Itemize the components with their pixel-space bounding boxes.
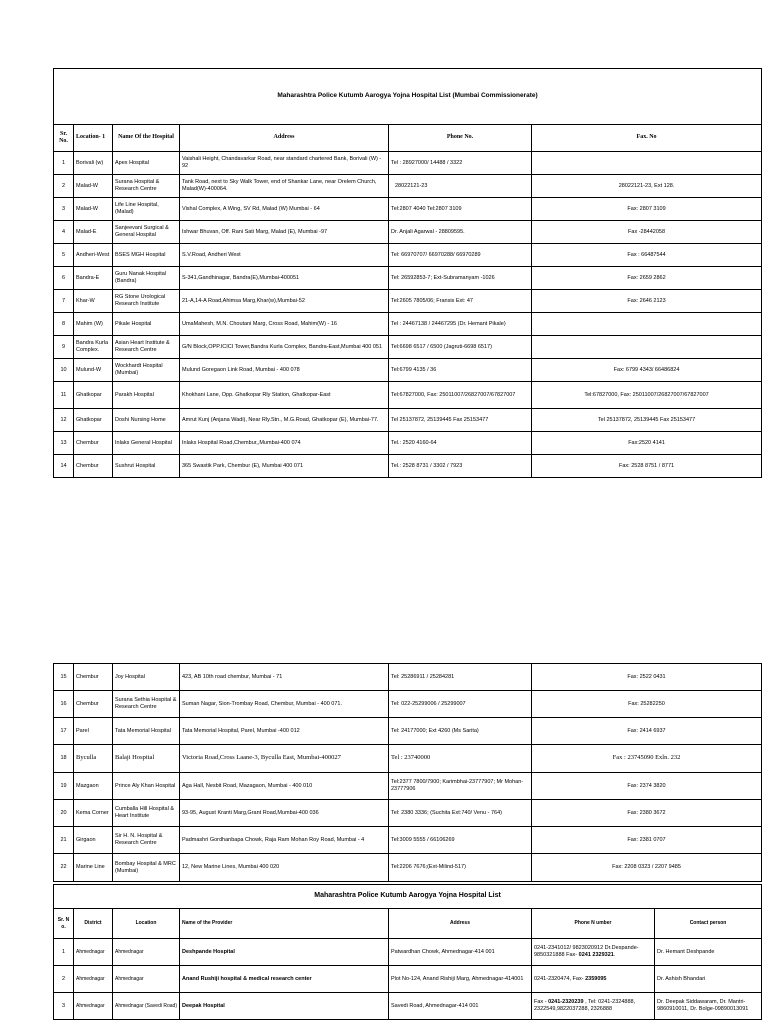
location-cell: Malad-E bbox=[74, 221, 113, 244]
hospital-name-cell: Surana Sethia Hospital & Research Centre bbox=[113, 691, 180, 718]
hospital-list-table-mumbai bbox=[53, 68, 762, 478]
district-cell: Ahmednagar bbox=[74, 993, 113, 1020]
address-cell: UmaMahesh, M.N. Choutani Marg, Cross Road, Mahim(W) - 16 bbox=[180, 313, 389, 336]
address-cell: Tata Memorial Hospital, Parel, Mumbai -400 012 bbox=[180, 718, 389, 745]
table-row bbox=[54, 221, 762, 244]
address-cell: Padmashri Gordhanbapa Chowk, Raja Ram Mohan Roy Road, Mumbai - 4 bbox=[180, 827, 389, 854]
table-title: Maharashtra Police Kutumb Aarogya Yojna Hospital List bbox=[54, 885, 762, 909]
fax-cell: Fax: 25282250 bbox=[532, 691, 762, 718]
hospital-list-table-continued bbox=[53, 663, 762, 882]
location-cell: Mazgaon bbox=[74, 773, 113, 800]
address-cell: Victoria Road,Cross Laane-3, Byculla East, Mumbai-400027 bbox=[180, 745, 389, 773]
table-row bbox=[54, 244, 762, 267]
sr-no-cell: 21 bbox=[54, 827, 74, 854]
table-header-row bbox=[54, 909, 762, 939]
sr-no-cell: 1 bbox=[54, 152, 74, 175]
fax-cell bbox=[532, 336, 762, 359]
hospital-name-cell: Joy Hospital bbox=[113, 664, 180, 691]
sr-no-cell: 3 bbox=[54, 993, 74, 1020]
fax-cell: Fax: 2414 6937 bbox=[532, 718, 762, 745]
fax-cell: Fax: 2208 0323 / 2207 9485 bbox=[532, 854, 762, 882]
table-row bbox=[54, 966, 762, 993]
phone-cell: Tel: 66970707/ 66970288/ 66970289 bbox=[389, 244, 532, 267]
table-row bbox=[54, 455, 762, 478]
table-title-row bbox=[54, 885, 762, 909]
provider-name-cell: Deepak Hospital bbox=[180, 993, 389, 1020]
address-cell: Patwardhan Chowk, Ahmednagar-414 001 bbox=[389, 939, 532, 966]
phone-fax-number: 0241-2320239 bbox=[548, 999, 584, 1006]
location-cell: Andheri-West bbox=[74, 244, 113, 267]
address-cell: Inlaks Hospital Road,Chembur,,Mumbai-400 074 bbox=[180, 432, 389, 455]
hospital-name-cell: BSES MGH Hospital bbox=[113, 244, 180, 267]
table-row bbox=[54, 691, 762, 718]
phone-cell: Tel:2807 4040 Tel:2807 3109 bbox=[389, 198, 532, 221]
sr-no-cell: 10 bbox=[54, 359, 74, 382]
header-fax: Fax. No bbox=[532, 125, 762, 152]
phone-cell: Tel : 28927000/ 14488 / 3322 bbox=[389, 152, 532, 175]
fax-cell: Fax: 2374 3820 bbox=[532, 773, 762, 800]
location-cell: Ahmednagar (Savedi Road) bbox=[113, 993, 180, 1020]
table-row bbox=[54, 718, 762, 745]
location-cell: Chembur bbox=[74, 432, 113, 455]
provider-name-cell: Deshpande Hospital bbox=[180, 939, 389, 966]
hospital-name-cell: Sanjeevani Surgical & General Hospital bbox=[113, 221, 180, 244]
provider-name-cell: Anand Rushiji hospital & medical research center bbox=[180, 966, 389, 993]
sr-no-cell: 18 bbox=[54, 745, 74, 773]
header-hospital-name: Name Of the Hospital bbox=[113, 125, 180, 152]
table-title: Maharashtra Police Kutumb Aarogya Yojna Hospital List (Mumbai Commissionerate) bbox=[54, 69, 762, 125]
hospital-name-cell: Surana Hospital & Research Centre bbox=[113, 175, 180, 198]
location-cell: Ghatkopar bbox=[74, 382, 113, 409]
fax-cell: Fax:2520 4141 bbox=[532, 432, 762, 455]
sr-no-cell: 22 bbox=[54, 854, 74, 882]
table-row bbox=[54, 409, 762, 432]
table-row bbox=[54, 939, 762, 966]
contact-person-cell: Dr. Deepak Siddawaram, Dr. Mantri-9860910011, Dr. Bolge-09890013091 bbox=[655, 993, 762, 1020]
table-row bbox=[54, 290, 762, 313]
sr-no-cell: 3 bbox=[54, 198, 74, 221]
header-location: Location- 1 bbox=[74, 125, 113, 152]
district-cell: Ahmednagar bbox=[74, 966, 113, 993]
hospital-name-cell: Inlaks General Hospital bbox=[113, 432, 180, 455]
phone-text: 0241-2320474, Fax- bbox=[534, 975, 584, 982]
table-row bbox=[54, 800, 762, 827]
phone-cell: Tel: 24177000; Ext 4260 (Ms Sarita) bbox=[389, 718, 532, 745]
phone-text-tail: , Tel: 0241-2324888, 2322549,9822037288, 2326888 bbox=[534, 999, 636, 1012]
phone-cell: 28022121-23 bbox=[389, 175, 532, 198]
phone-cell: Tel: 25286911 / 25284281 bbox=[389, 664, 532, 691]
hospital-name-cell: Sushrut Hospital bbox=[113, 455, 180, 478]
address-cell: Plot No-124, Anand Rishiji Marg, Ahmednagar-414001 bbox=[389, 966, 532, 993]
hospital-name-cell: Cumballa Hill Hospital & Heart Institute bbox=[113, 800, 180, 827]
header-district: District bbox=[74, 909, 113, 939]
address-cell: Mulund Goregaon Link Road, Mumbai - 400 078 bbox=[180, 359, 389, 382]
fax-cell: Fax : 23745090 Exln. 232 bbox=[532, 745, 762, 773]
fax-cell bbox=[532, 313, 762, 336]
table-row bbox=[54, 664, 762, 691]
phone-fax-number: 0241 2329321 bbox=[578, 952, 614, 958]
fax-cell: 28022121-23, Ext 128. bbox=[532, 175, 762, 198]
header-phone: Phone No. bbox=[389, 125, 532, 152]
hospital-name-cell: Pikale Hospital bbox=[113, 313, 180, 336]
sr-no-cell: 1 bbox=[54, 939, 74, 966]
phone-cell bbox=[532, 993, 655, 1020]
table-row bbox=[54, 745, 762, 773]
fax-cell bbox=[532, 152, 762, 175]
fax-cell: Fax: 2528 8751 / 8771 bbox=[532, 455, 762, 478]
table-row bbox=[54, 827, 762, 854]
header-sr-no: Sr. N o. bbox=[54, 909, 74, 939]
table-header-row bbox=[54, 125, 762, 152]
address-cell: Ishwar Bhuvan, Off. Rani Sati Marg, Malad (E), Mumbai -97 bbox=[180, 221, 389, 244]
phone-cell: Tel.: 2520 4160-64 bbox=[389, 432, 532, 455]
address-cell: S-341,Gandhinagar, Bandra(E),Mumbai-400051 bbox=[180, 267, 389, 290]
hospital-name-cell: Prince Aly Khan Hospital bbox=[113, 773, 180, 800]
hospital-name-cell: Wockhardt Hospital (Mumbai) bbox=[113, 359, 180, 382]
fax-cell: Fax: 6799 4343/ 66486824 bbox=[532, 359, 762, 382]
location-cell: Bandra-E bbox=[74, 267, 113, 290]
phone-cell: Tel : 24467138 / 24467295 (Dr. Hemant Pikale) bbox=[389, 313, 532, 336]
location-cell: Bandra Kurla Complex. bbox=[74, 336, 113, 359]
phone-cell: Tel:6799 4135 / 36 bbox=[389, 359, 532, 382]
phone-cell: Tel:3009 5555 / 66106269 bbox=[389, 827, 532, 854]
sr-no-cell: 16 bbox=[54, 691, 74, 718]
hospital-name-cell: Doshi Nursing Home bbox=[113, 409, 180, 432]
address-cell: 21-A,14-A Road,Ahimsa Marg,Khar(w),Mumbai-52 bbox=[180, 290, 389, 313]
hospital-name-cell: Apex Hospital bbox=[113, 152, 180, 175]
sr-no-cell: 13 bbox=[54, 432, 74, 455]
location-cell: Parel bbox=[74, 718, 113, 745]
district-cell: Ahmednagar bbox=[74, 939, 113, 966]
fax-cell: Fax: 2659 2862 bbox=[532, 267, 762, 290]
header-location: Location bbox=[113, 909, 180, 939]
hospital-list-table-districts bbox=[53, 884, 762, 1020]
header-address: Address bbox=[180, 125, 389, 152]
address-cell: 365 Swastik Park, Chembur (E), Mumbai 400 071 bbox=[180, 455, 389, 478]
hospital-name-cell: Sir H. N. Hospital & Research Centre bbox=[113, 827, 180, 854]
location-cell: Marine Line bbox=[74, 854, 113, 882]
sr-no-cell: 7 bbox=[54, 290, 74, 313]
phone-cell: Tel: 26592853-7; Ext-Subramanyam -1026 bbox=[389, 267, 532, 290]
table-row bbox=[54, 336, 762, 359]
sr-no-cell: 12 bbox=[54, 409, 74, 432]
address-cell: 93-95, August Kranti Marg,Grant Road,Mumbai-400 036 bbox=[180, 800, 389, 827]
sr-no-cell: 20 bbox=[54, 800, 74, 827]
sr-no-cell: 6 bbox=[54, 267, 74, 290]
sr-no-cell: 2 bbox=[54, 175, 74, 198]
phone-cell: Tel:67827000, Fax: 25011007/26827007/67827007 bbox=[389, 382, 532, 409]
address-cell: 423, AB 10th road chembur, Mumbai - 71 bbox=[180, 664, 389, 691]
phone-fax-number: 2359095 bbox=[585, 975, 607, 982]
phone-cell: Tel 25137872, 25139445 Fax 25153477 bbox=[389, 409, 532, 432]
table-row bbox=[54, 382, 762, 409]
sr-no-cell: 15 bbox=[54, 664, 74, 691]
location-cell: Ahmednagar bbox=[113, 939, 180, 966]
fax-cell: Fax -28442058 bbox=[532, 221, 762, 244]
phone-cell: Tel:6698 6517 / 6500 (Jagruti-6698 6517) bbox=[389, 336, 532, 359]
header-phone: Phone N umber bbox=[532, 909, 655, 939]
table-row bbox=[54, 993, 762, 1020]
location-cell: Ahmednagar bbox=[113, 966, 180, 993]
location-cell: Malad-W bbox=[74, 198, 113, 221]
header-address: Address bbox=[389, 909, 532, 939]
fax-cell: Fax : 66487544 bbox=[532, 244, 762, 267]
fax-cell: Tel:67827000, Fax: 25011007/26827007/67827007 bbox=[532, 382, 762, 409]
header-provider: Name of the Provider bbox=[180, 909, 389, 939]
sr-no-cell: 14 bbox=[54, 455, 74, 478]
sr-no-cell: 17 bbox=[54, 718, 74, 745]
table-row bbox=[54, 432, 762, 455]
phone-cell: Tel.: 2528 8731 / 3302 / 7923 bbox=[389, 455, 532, 478]
phone-cell: Tel : 23740000 bbox=[389, 745, 532, 773]
hospital-name-cell: Asian Heart Institute & Research Centre bbox=[113, 336, 180, 359]
table-row bbox=[54, 854, 762, 882]
phone-cell: Tel: 2380 3336; (Suchita Ext:740/ Venu - 764) bbox=[389, 800, 532, 827]
hospital-name-cell: Parakh Hospital bbox=[113, 382, 180, 409]
hospital-name-cell: Balaji Hospital bbox=[113, 745, 180, 773]
phone-text-tail: . bbox=[613, 952, 616, 958]
location-cell: Girgaon bbox=[74, 827, 113, 854]
sr-no-cell: 11 bbox=[54, 382, 74, 409]
phone-text: 0241-2341012/ 9823020912 Dr.Despande-9850321888 Fax- bbox=[534, 945, 639, 958]
fax-cell: Tel 25137872, 25139445 Fax 25153477 bbox=[532, 409, 762, 432]
location-cell: Mahim (W) bbox=[74, 313, 113, 336]
location-cell: Khar-W bbox=[74, 290, 113, 313]
address-cell: Amrut Kunj (Anjana Wadi), Near Rly.Stn., M.G.Road, Ghatkopar (E), Mumbai-77. bbox=[180, 409, 389, 432]
sr-no-cell: 9 bbox=[54, 336, 74, 359]
address-cell: Suman Nagar, Sion-Trombay Road, Chembur, Mumbai - 400 071. bbox=[180, 691, 389, 718]
location-cell: Malad-W bbox=[74, 175, 113, 198]
table-title-row bbox=[54, 69, 762, 125]
hospital-name-cell: Life Line Hospital, (Malad) bbox=[113, 198, 180, 221]
hospital-name-cell: Tata Memorial Hospital bbox=[113, 718, 180, 745]
address-cell: Tank Road, next to Sky Walk Tower, end of Shankar Lane, near Orelem Church, Malad(W)-400064. bbox=[180, 175, 389, 198]
sr-no-cell: 4 bbox=[54, 221, 74, 244]
address-cell: Savedi Road, Ahmednagar-414 001 bbox=[389, 993, 532, 1020]
table-row bbox=[54, 359, 762, 382]
address-cell: 12, New Marine Lines, Mumbai 400 020 bbox=[180, 854, 389, 882]
hospital-name-cell: Guru Nanak Hospital (Bandra) bbox=[113, 267, 180, 290]
phone-text: Fax - bbox=[534, 999, 547, 1006]
header-contact: Contact person bbox=[655, 909, 762, 939]
table-row bbox=[54, 313, 762, 336]
location-cell: Borivali (w) bbox=[74, 152, 113, 175]
location-cell: Kema Corner bbox=[74, 800, 113, 827]
fax-cell: Fax: 2380 3672 bbox=[532, 800, 762, 827]
phone-cell: Tel:2206 7676;(Ext-Milind-517) bbox=[389, 854, 532, 882]
phone-cell bbox=[532, 966, 655, 993]
table-row bbox=[54, 267, 762, 290]
contact-person-cell: Dr. Ashish Bhandari bbox=[655, 966, 762, 993]
sr-no-cell: 8 bbox=[54, 313, 74, 336]
location-cell: Chembur bbox=[74, 664, 113, 691]
contact-person-cell: Dr. Hemant Deshpande bbox=[655, 939, 762, 966]
hospital-name-cell: Bombay Hospital & MRC (Mumbai) bbox=[113, 854, 180, 882]
sr-no-cell: 2 bbox=[54, 966, 74, 993]
phone-cell: Tel:2605 7805/06; Fransis Ext: 47 bbox=[389, 290, 532, 313]
sr-no-cell: 5 bbox=[54, 244, 74, 267]
phone-cell: Tel:2377 7800/7900; Karimbhai-23777907; Mr Mohan-23777906 bbox=[389, 773, 532, 800]
address-cell: Khokhani Lane, Opp. Ghatkopar Rly Station, Ghatkopar-East bbox=[180, 382, 389, 409]
phone-cell: Tel: 022-25299006 / 25299007 bbox=[389, 691, 532, 718]
address-cell: S.V.Road, Andheri West bbox=[180, 244, 389, 267]
fax-cell: Fax: 2381 0707 bbox=[532, 827, 762, 854]
sr-no-cell: 19 bbox=[54, 773, 74, 800]
location-cell: Chembur bbox=[74, 455, 113, 478]
header-sr-no: Sr. No. bbox=[54, 125, 74, 152]
address-cell: G/N Block,OPP.ICICI Tower,Bandra Kurla Complex, Bandra-East,Mumbai 400 051 bbox=[180, 336, 389, 359]
location-cell: Ghatkopar bbox=[74, 409, 113, 432]
location-cell: Byculla bbox=[74, 745, 113, 773]
location-cell: Chembur bbox=[74, 691, 113, 718]
table-row bbox=[54, 773, 762, 800]
fax-cell: Fax: 2522 0431 bbox=[532, 664, 762, 691]
phone-cell: Dr. Anjali Agarwal - 28809595. bbox=[389, 221, 532, 244]
table-row bbox=[54, 175, 762, 198]
address-cell: Aga Hall, Nesbit Road, Mazagaon, Mumbai - 400 010 bbox=[180, 773, 389, 800]
hospital-name-cell: RG Stone Urological Research Institute bbox=[113, 290, 180, 313]
fax-cell: Fax: 2646 2123 bbox=[532, 290, 762, 313]
address-cell: Vishal Complex, A Wing, SV Rd, Malad (W) Mumbai - 64 bbox=[180, 198, 389, 221]
phone-cell bbox=[532, 939, 655, 966]
table-row bbox=[54, 198, 762, 221]
address-cell: Vaishali Height, Chandavarkar Road, near standard chartered Bank, Borivali (W) - 92 bbox=[180, 152, 389, 175]
fax-cell: Fax: 2807 3109 bbox=[532, 198, 762, 221]
table-row bbox=[54, 152, 762, 175]
location-cell: Mulund-W bbox=[74, 359, 113, 382]
